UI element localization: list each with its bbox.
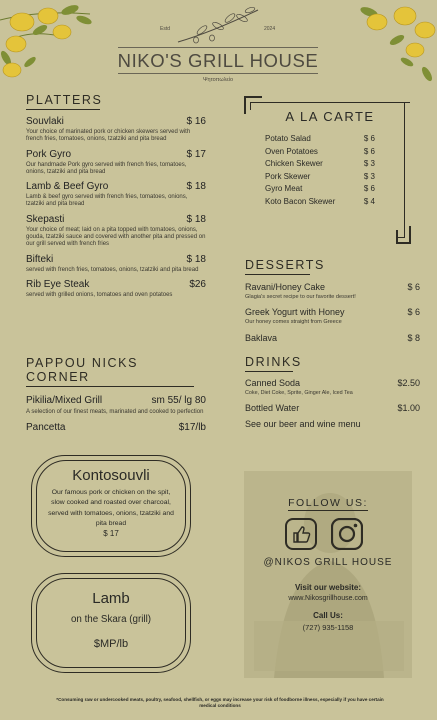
pancetta-name: Pancetta	[26, 422, 66, 434]
lemon-branch-right-decoration	[357, 0, 437, 82]
food-safety-disclaimer: *Consuming raw or undercooked meats, poultry, seafood, shellfish, or eggs may increase your risk of foodborne illness, especially if you have certain medical conditions	[56, 697, 384, 708]
platter-item	[26, 181, 206, 209]
platter-price: $ 18	[186, 181, 206, 193]
call-heading: Call Us:	[313, 611, 343, 620]
frame-corner-br-h	[396, 242, 411, 244]
drinks-section	[245, 355, 420, 429]
platters-section	[26, 93, 206, 304]
dessert-item	[245, 307, 420, 326]
lamb-badge	[31, 573, 191, 673]
drink-item	[245, 403, 420, 413]
a-la-carte-row	[265, 171, 375, 184]
a-la-carte-name: Koto Bacon Skewer	[265, 196, 336, 206]
drinks-underline	[245, 371, 293, 372]
dessert-item	[245, 333, 420, 343]
pancetta-price: $17/lb	[178, 422, 206, 434]
drink-row	[245, 378, 420, 388]
platter-desc: served with grilled onions, tomatoes and oven potatoes	[26, 291, 173, 298]
a-la-carte-price: $ 6	[363, 146, 375, 156]
follow-us-label: FOLLOW US:	[288, 497, 368, 509]
drinks-heading: DRINKS	[245, 355, 302, 369]
established-year: 2024	[264, 26, 276, 32]
pancetta-row	[26, 422, 206, 433]
dessert-row	[245, 333, 420, 343]
platters-list	[26, 116, 206, 299]
frame-corner-br	[396, 230, 398, 242]
dessert-price: $ 6	[407, 307, 420, 318]
dessert-item	[245, 282, 420, 301]
social-handle: @NIKOS GRILL HOUSE	[263, 557, 393, 568]
phone-number[interactable]: (727) 935-1158	[302, 623, 354, 632]
a-la-carte-row	[265, 133, 375, 146]
frame-corner-tl	[244, 96, 262, 98]
drink-row	[245, 403, 420, 413]
dessert-price: $ 6	[407, 282, 420, 292]
desserts-list	[245, 282, 420, 343]
platters-heading: PLATTERS	[26, 93, 103, 107]
platter-name: Lamb & Beef Gyro	[26, 181, 109, 193]
logo-divider-top	[118, 47, 318, 48]
frame-top-line	[250, 102, 410, 103]
lamb-price: $MP/lb	[93, 638, 129, 650]
platter-desc: Our handmade Pork gyro served with french fries, tomatoes, onions, tzatziki and pita bread	[26, 161, 187, 175]
beer-wine-note: See our beer and wine menu	[245, 419, 361, 430]
platter-row	[26, 116, 206, 127]
follow-us	[244, 497, 412, 511]
lemon-branch-left-decoration	[0, 0, 96, 82]
drink-item	[245, 378, 420, 397]
pappou-heading: PAPPOU NICKS CORNER	[26, 356, 139, 384]
platter-row	[26, 214, 206, 225]
a-la-carte-price: $ 3	[363, 159, 375, 168]
dessert-row	[245, 282, 420, 292]
a-la-carte-name: Pork Skewer	[265, 171, 311, 181]
a-la-carte-name: Chicken Skewer	[265, 159, 323, 168]
platter-price: $ 18	[186, 213, 206, 225]
facebook-like-icon[interactable]	[285, 518, 317, 550]
dessert-name: Ravani/Honey Cake	[245, 282, 326, 292]
platter-price: $ 17	[186, 148, 206, 160]
platter-row	[26, 181, 206, 192]
logo-divider-bottom	[118, 73, 318, 74]
lamb-subtitle: on the Skara (grill)	[70, 614, 152, 625]
restaurant-name: NIKO'S GRILL HOUSE	[117, 50, 319, 71]
platter-name: Pork Gyro	[26, 148, 72, 160]
kontosouvli-desc	[46, 488, 176, 540]
mixed-grill-desc: A selection of our finest meats, marinated and cooked to perfection	[26, 409, 204, 415]
dessert-desc: Glagia's secret recipe to our favorite dessert!	[245, 294, 356, 300]
a-la-carte-list	[265, 133, 375, 208]
a-la-carte-name: Oven Potatoes	[265, 146, 318, 156]
platter-item	[26, 279, 206, 299]
platter-desc: served with french fries, tomatoes, onions, tzatziki and pita bread	[26, 266, 199, 273]
instagram-icon[interactable]	[331, 518, 363, 550]
a-la-carte-price: $ 4	[363, 196, 375, 206]
platter-name: Souvlaki	[26, 116, 64, 127]
platter-item	[26, 116, 206, 144]
a-la-carte-row	[265, 158, 375, 171]
platter-desc: Lamb & beef gyro served with french fries, tomatoes, onions, tzatziki and pita bread	[26, 194, 188, 208]
a-la-carte-row	[265, 146, 375, 159]
platter-name: Bifteki	[26, 253, 54, 265]
platter-name: Skepasti	[26, 213, 65, 225]
a-la-carte-name: Potato Salad	[265, 134, 311, 143]
pappou-underline	[26, 386, 194, 387]
website-link[interactable]: www.Nikosgrillhouse.com	[288, 595, 368, 602]
drink-name: Bottled Water	[245, 403, 300, 414]
desserts-heading: DESSERTS	[245, 258, 325, 272]
kontosouvli-desc-text: Our famous pork or chicken on the spit, slow cooked and roasted over charcoal, served with tomatoes, onions, tzatziki and pita bread	[48, 489, 174, 527]
restaurant-subtitle: Ψητοπωλείο	[202, 77, 234, 83]
drink-name: Canned Soda	[245, 378, 301, 388]
platter-desc: Your choice of marinated pork or chicken skewers served with french fries, tomatoes, onions, tzatziki and pita bread	[26, 129, 191, 143]
kontosouvli-title: Kontosouvli	[72, 467, 150, 484]
platter-price: $ 18	[186, 253, 206, 265]
contact-info	[244, 583, 412, 632]
drink-price: $1.00	[397, 403, 420, 414]
drink-price: $2.50	[397, 378, 420, 388]
dessert-row	[245, 307, 420, 317]
a-la-carte-name: Gyro Meat	[265, 184, 303, 193]
platter-item	[26, 214, 206, 249]
frame-corner-br-v	[409, 226, 411, 242]
desserts-underline	[245, 274, 310, 275]
website-heading: Visit our website:	[294, 583, 362, 592]
platter-row	[26, 279, 206, 290]
pappou-nicks-corner-section	[26, 356, 206, 433]
mixed-grill-name: Pikilia/Mixed Grill	[26, 395, 103, 406]
estd-label: Estd	[160, 26, 171, 32]
a-la-carte-price: $ 6	[363, 184, 375, 193]
a-la-carte-row	[265, 196, 375, 209]
platter-desc: Your choice of meat; laid on a pita topped with tomatoes, onions, gouda, tzatziki sauce and covered with another pita and pressed on our grill served with french fries	[26, 226, 206, 248]
platter-item	[26, 149, 206, 177]
platter-row	[26, 254, 206, 265]
dessert-name: Greek Yogurt with Honey	[245, 307, 345, 318]
a-la-carte-price: $ 6	[363, 134, 375, 143]
platter-name: Rib Eye Steak	[26, 278, 90, 290]
a-la-carte-section	[244, 96, 416, 244]
social-icons	[285, 518, 375, 550]
kontosouvli-badge	[31, 455, 191, 557]
restaurant-logo	[112, 6, 324, 96]
platter-price: $26	[189, 278, 206, 290]
a-la-carte-row	[265, 183, 375, 196]
mixed-grill-price: sm 55/ lg 80	[151, 395, 206, 406]
desserts-section	[245, 258, 420, 349]
mixed-grill-row	[26, 395, 206, 406]
a-la-carte-heading: A LA CARTE	[285, 109, 375, 124]
drinks-list	[245, 378, 420, 413]
drink-desc: Coke, Diet Coke, Sprite, Ginger Ale, Iced Tea	[245, 390, 353, 396]
a-la-carte-price: $ 3	[363, 171, 375, 181]
kontosouvli-price: $ 17	[103, 529, 119, 539]
lamb-title: Lamb	[92, 590, 130, 607]
dessert-desc: Our honey comes straight from Greece	[245, 319, 342, 326]
platter-price: $ 16	[186, 116, 206, 127]
platters-underline	[26, 109, 100, 110]
olive-branch-logo-icon	[172, 6, 264, 46]
follow-us-underline	[288, 510, 368, 511]
platter-item	[26, 254, 206, 274]
dessert-price: $ 8	[407, 332, 420, 343]
dessert-name: Baklava	[245, 332, 278, 343]
platter-row	[26, 149, 206, 160]
